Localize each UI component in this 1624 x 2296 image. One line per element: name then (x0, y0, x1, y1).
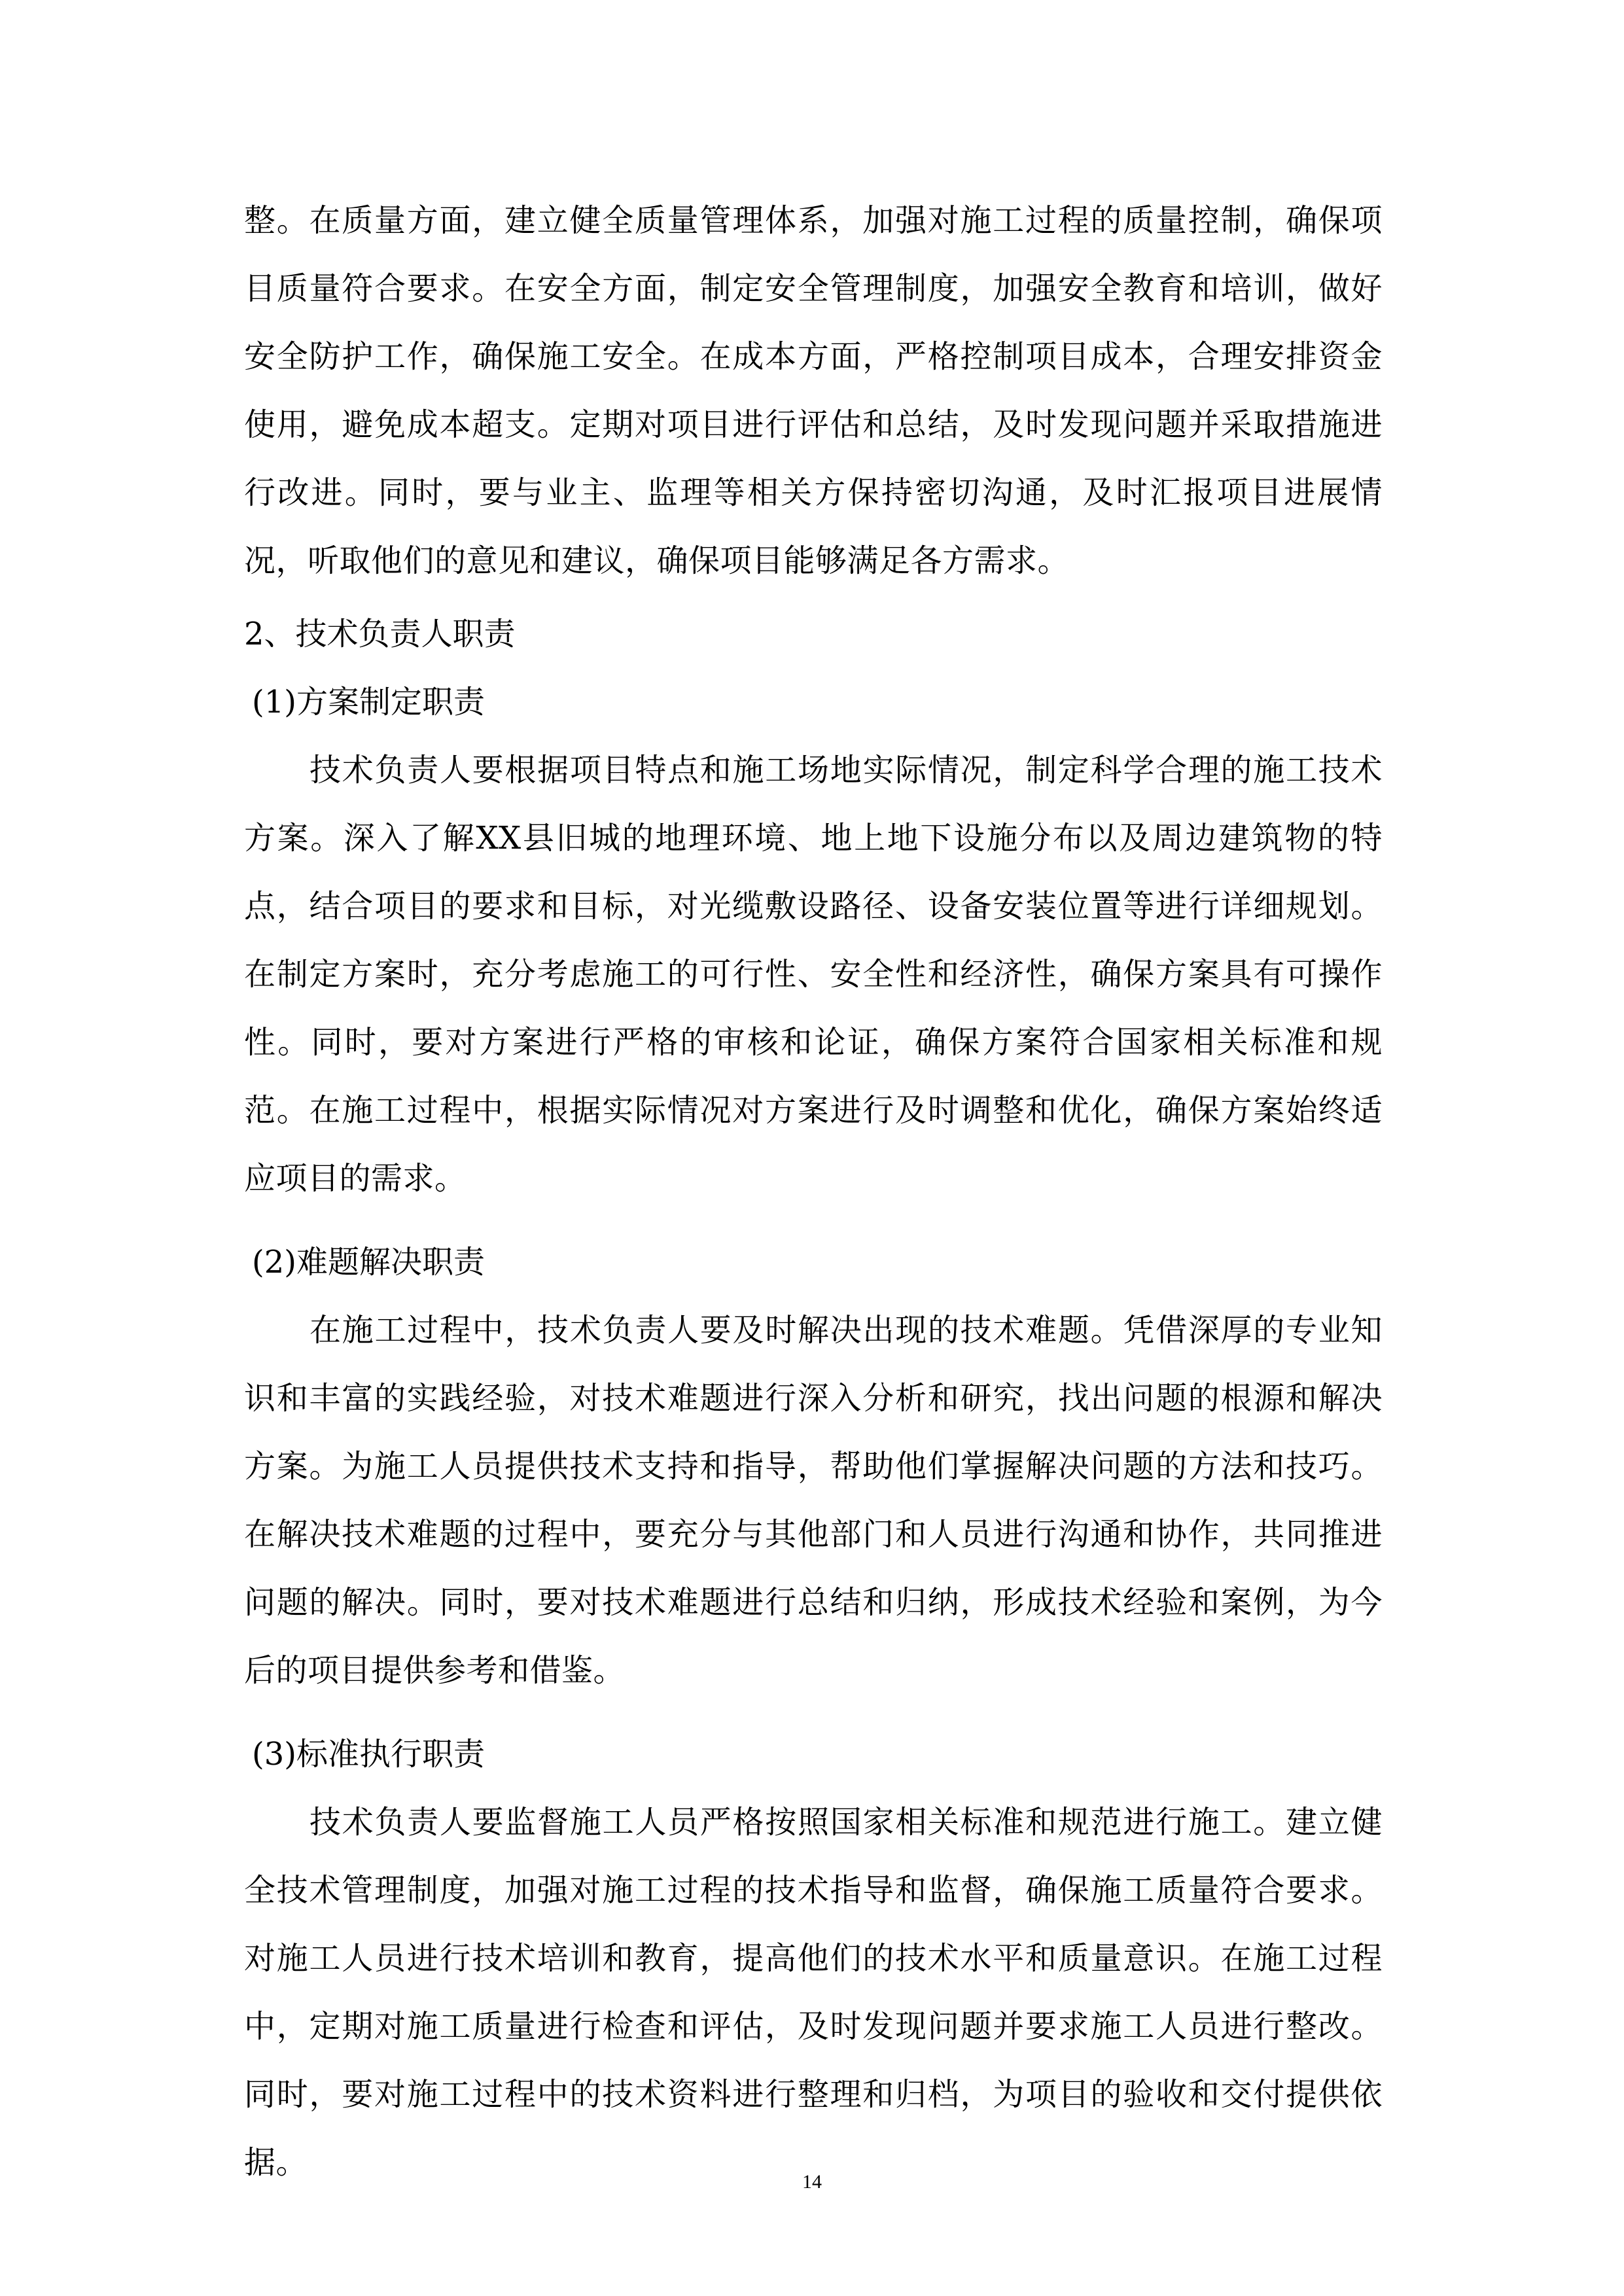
subsection-heading-standard: (3)标准执行职责 (252, 1736, 485, 1773)
subsection-heading-plan: (1)方案制定职责 (252, 684, 485, 720)
subsection-body-plan: 技术负责人要根据项目特点和施工场地实际情况，制定科学合理的施工技术方案。深入了解XX县旧城的地理环境、地上地下设施分布以及周边建筑物的特点，结合项目的要求和目标，对光缆敷设路径、设备安装位置等进行详细规划。在制定方案时，充分考虑施工的可行性、安全性和经济性，确保方案具有可操作性。同时，要对方案进行严格的审核和论证，确保方案符合国家相关标准和规范。在施工过程中，根据实际情况对方案进行及时调整和优化，确保方案始终适应项目的需求。 (244, 752, 1383, 1197)
spacer (244, 1212, 1383, 1228)
intro-paragraph: 整。在质量方面，建立健全质量管理体系，加强对施工过程的质量控制，确保项目质量符合要求。在安全方面，制定安全管理制度，加强安全教育和培训，做好安全防护工作，确保施工安全。在成本方面，严格控制项目成本，合理安排资金使用，避免成本超支。定期对项目进行评估和总结，及时发现问题并采取措施进行改进。同时，要与业主、监理等相关方保持密切沟通，及时汇报项目进展情况，听取他们的意见和建议，确保项目能够满足各方需求。 (244, 202, 1383, 579)
page-number: 14 (802, 2171, 822, 2193)
subsection-body-problem: 在施工过程中，技术负责人要及时解决出现的技术难题。凭借深厚的专业知识和丰富的实践经验，对技术难题进行深入分析和研究，找出问题的根源和解决方案。为施工人员提供技术支持和指导，帮助他们掌握解决问题的方法和技巧。在解决技术难题的过程中，要充分与其他部门和人员进行沟通和协作，共同推进问题的解决。同时，要对技术难题进行总结和归纳，形成技术经验和案例，为今后的项目提供参考和借鉴。 (244, 1312, 1383, 1689)
section-heading: 2、技术负责人职责 (244, 616, 516, 652)
spacer (244, 1704, 1383, 1720)
page-content (244, 186, 1383, 2197)
subsection-heading-problem: (2)难题解决职责 (252, 1244, 485, 1280)
subsection-body-standard: 技术负责人要监督施工人员严格按照国家相关标准和规范进行施工。建立健全技术管理制度，加强对施工过程的技术指导和监督，确保施工质量符合要求。对施工人员进行技术培训和教育，提高他们的技术水平和质量意识。在施工过程中，定期对施工质量进行检查和评估，及时发现问题并要求施工人员进行整改。同时，要对施工过程中的技术资料进行整理和归档，为项目的验收和交付提供依据。 (244, 1804, 1383, 2181)
